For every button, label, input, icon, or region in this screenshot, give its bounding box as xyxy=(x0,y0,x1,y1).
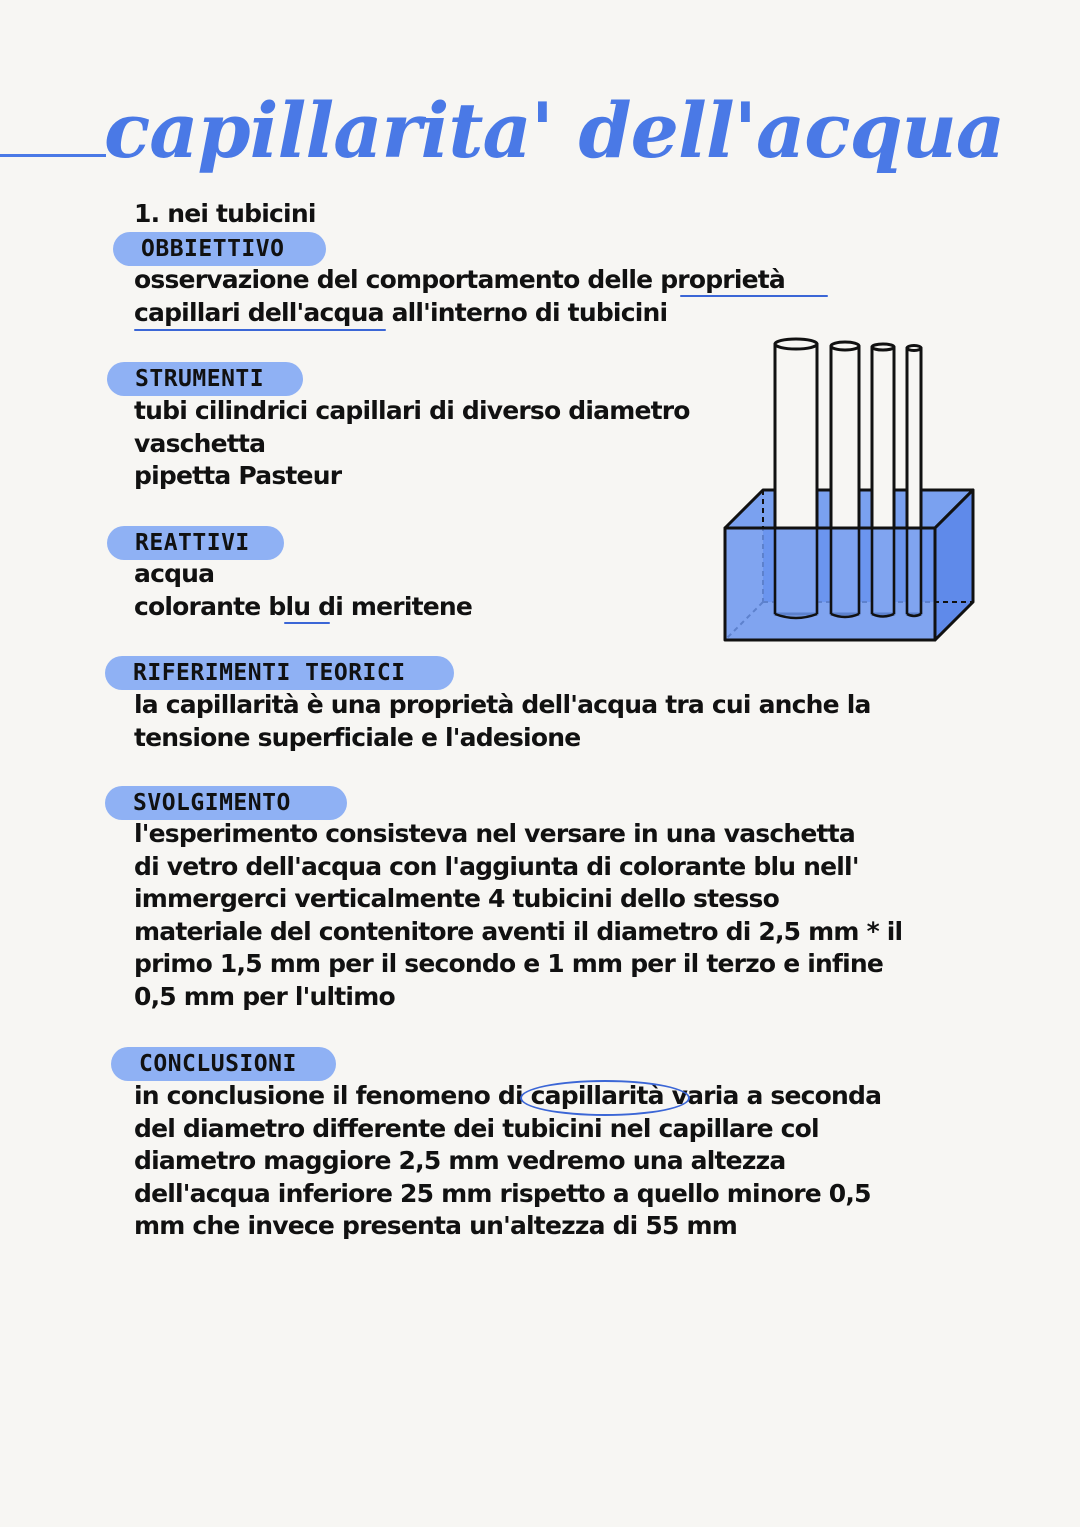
section-label-riferimenti: RIFERIMENTI TEORICI xyxy=(105,656,454,690)
underline-capillari xyxy=(134,329,386,331)
reattivi-item: acqua xyxy=(134,559,215,588)
strumenti-list xyxy=(134,395,690,493)
conclusioni-line: in conclusione il fenomeno di capillarità varia a seconda xyxy=(134,1081,882,1110)
strumenti-item: vaschetta xyxy=(134,428,266,458)
riferimenti-line: la capillarità è una proprietà dell'acqua tra cui anche la xyxy=(134,690,871,719)
underline-proprieta xyxy=(680,295,828,297)
riferimenti-line: tensione superficiale e l'adesione xyxy=(134,722,581,752)
obiettivo-line: capillari dell'acqua all'interno di tubicini xyxy=(134,297,668,327)
reattivi-list xyxy=(134,558,472,623)
section-label-svolgimento: SVOLGIMENTO xyxy=(105,786,347,820)
svolgimento-line: immergerci verticalmente 4 tubicini dello stesso xyxy=(134,884,779,913)
page-title: capillarita' dell'acqua xyxy=(104,86,1005,175)
title-rule xyxy=(0,154,106,157)
section-label-conclusioni: CONCLUSIONI xyxy=(111,1047,336,1081)
section-label-obiettivo: OBBIETTIVO xyxy=(113,232,326,266)
svolgimento-line: materiale del contenitore aventi il diametro di 2,5 mm * il xyxy=(134,916,903,946)
capillary-tubes-in-water-tank-icon xyxy=(715,330,980,650)
reattivi-item: colorante blu di meritene xyxy=(134,591,473,621)
svolgimento-line: primo 1,5 mm per il secondo e 1 mm per il terzo e infine xyxy=(134,949,884,978)
underline-blu xyxy=(284,622,330,624)
subtitle: 1. nei tubicini xyxy=(134,199,316,228)
conclusioni-line: mm che invece presenta un'altezza di 55 mm xyxy=(134,1211,737,1240)
obiettivo-line: osservazione del comportamento delle proprietà xyxy=(134,265,785,294)
section-label-strumenti: STRUMENTI xyxy=(107,362,303,396)
conclusioni-text xyxy=(134,1080,881,1243)
strumenti-item: pipetta Pasteur xyxy=(134,461,342,490)
svolgimento-text xyxy=(134,818,902,1013)
conclusioni-line: diametro maggiore 2,5 mm vedremo una altezza xyxy=(134,1146,786,1175)
svolgimento-line: di vetro dell'acqua con l'aggiunta di colorante blu nell' xyxy=(134,851,859,881)
svolgimento-line: 0,5 mm per l'ultimo xyxy=(134,981,395,1011)
capillarity-highlight-circle xyxy=(520,1080,690,1116)
strumenti-item: tubi cilindrici capillari di diverso diametro xyxy=(134,396,690,425)
conclusioni-line: dell'acqua inferiore 25 mm rispetto a quello minore 0,5 xyxy=(134,1178,871,1208)
riferimenti-text xyxy=(134,689,871,754)
conclusioni-line: del diametro differente dei tubicini nel capillare col xyxy=(134,1113,819,1143)
section-label-reattivi: REATTIVI xyxy=(107,526,284,560)
svolgimento-line: l'esperimento consisteva nel versare in una vaschetta xyxy=(134,819,855,848)
